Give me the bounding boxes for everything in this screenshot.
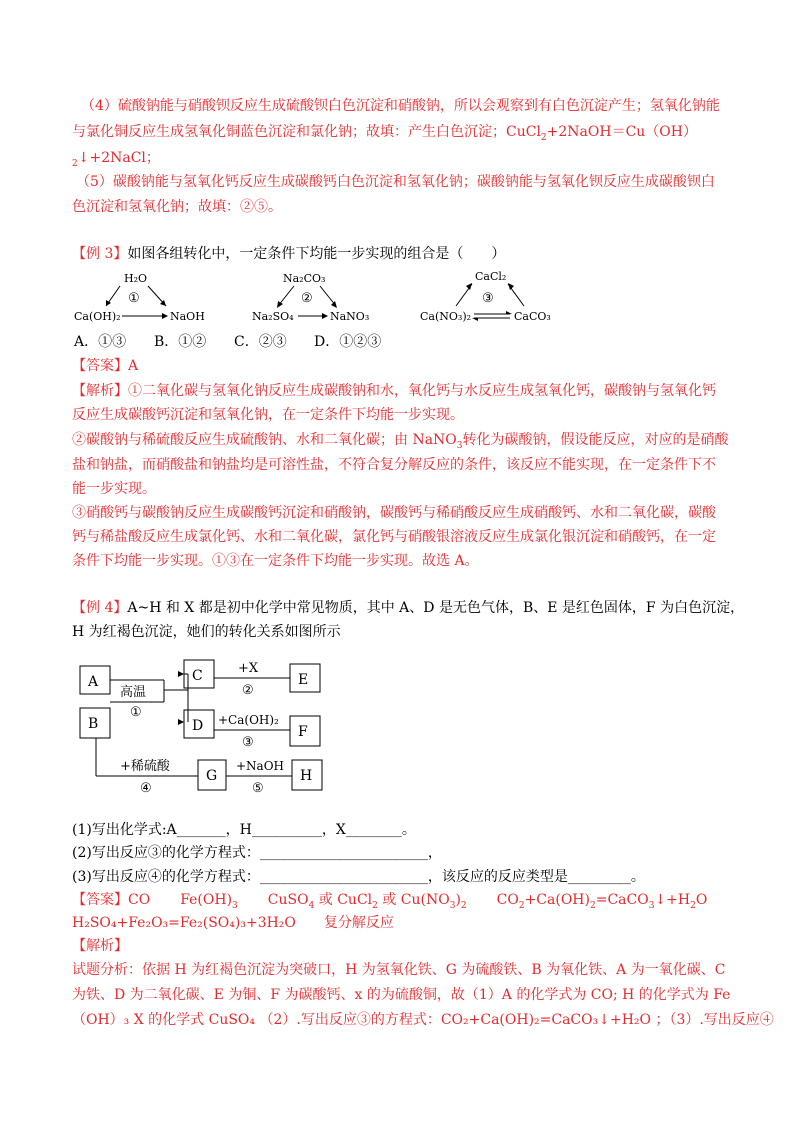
ex3-option-b: B．①② <box>154 334 207 350</box>
ex4-answer-tag: 【答案】 <box>72 892 128 908</box>
cond-4: +稀硫酸 <box>120 759 170 774</box>
ex3-option-c: C．②③ <box>234 334 287 350</box>
ex4-intro-l1-text: A~H 和 X 都是初中化学中常见物质，其中 A、D 是无色气体，B、E 是红色固体，F 为白色沉淀， <box>127 600 745 616</box>
d3-right: CaCO₃ <box>514 310 551 323</box>
d1-arrowhead-left <box>106 300 111 306</box>
ex4-analysis-l2: 为铁、D 为二氧化碳、E 为铜、F 为碳酸钙、x 的为硫酸铜，故（1）A 的化学式为 CO; H 的化学式为 Fe <box>72 987 731 1003</box>
ex4-ans-eq-o: O <box>695 892 708 908</box>
ex3-analysis-l3b: 转化为碳酸钠，假设能反应，对应的是硝酸 <box>462 432 729 448</box>
label-c: C <box>192 668 203 684</box>
ex4-ans-feoh: Fe(OH) <box>180 892 233 908</box>
ex4-ans-eq-caoh: +Ca(OH) <box>524 892 590 908</box>
ex3-analysis-l1-text: ①二氧化碳与氢氧化钠反应生成碳酸钠和水，氧化钙与水反应生成氢氧化钙，碳酸钠与氢氧化钙 <box>128 383 716 399</box>
arrowhead-d <box>178 719 184 725</box>
ex3-diagrams <box>70 266 570 328</box>
label-d: D <box>192 718 204 734</box>
d3-arrowhead-back <box>472 318 478 321</box>
ex4-ans-eq2: H₂SO₄+Fe₂O₃=Fe₂(SO₄)₃+3H₂O <box>72 915 296 931</box>
ex3-diagram-1 <box>74 272 205 323</box>
ex4-tag: 【例 4】 <box>72 600 128 616</box>
num-1: ① <box>130 705 142 720</box>
ex3-question-text: 如图各组转化中，一定条件下均能一步实现的组合是（ ） <box>127 246 506 262</box>
ex3-analysis-l4: 盐和钠盐，而硝酸盐和钠盐均是可溶性盐，不符合复分解反应的条件，该反应不能实现，在一定条件下不 <box>72 457 716 473</box>
d1-num: ① <box>128 291 140 306</box>
cond-1: 高温 <box>120 685 147 700</box>
ex3-answer-tag: 【答案】 <box>72 358 128 374</box>
ex3-tag: 【例 3】 <box>72 246 128 262</box>
ex4-ans-co: CO <box>128 892 151 908</box>
ex4-q2: (2)写出反应③的化学方程式：________________________， <box>72 845 442 861</box>
ex4-ans-eq-caco: =CaCO <box>595 892 649 908</box>
ex4-analysis-l1: 试题分析：依据 H 为红褐色沉淀为突破口，H 为氢氧化铁、G 为硫酸铁、B 为氧化铁、A 为一氧化碳、C <box>72 962 726 978</box>
ex3-analysis-l1 <box>72 381 716 401</box>
ex4-analysis-l3: （OH）₃ X 的化学式 CuSO₄ （2）.写出反应③的方程式：CO₂+Ca(OH)₂=CaCO₃↓+H₂O ；（3）.写出反应④ <box>72 1012 774 1028</box>
cond-5: +NaOH <box>236 759 285 773</box>
ex3-analysis-l8: 条件下均能一步实现。①③在一定条件下均能一步实现。故选 A。 <box>72 553 479 569</box>
d2-left: Na₂SO₄ <box>252 310 294 323</box>
num-3: ③ <box>242 735 254 750</box>
num-5: ⑤ <box>252 781 264 796</box>
ex3-question <box>72 244 505 264</box>
ex3-option-a: A．①③ <box>74 334 127 350</box>
ex4-ans-cuso4: CuSO <box>267 892 309 908</box>
p5-line2: 色沉淀和氢氧化钠；故填：②⑤。 <box>72 199 282 215</box>
ex4-ans-cuno3: 或 Cu(NO <box>382 892 450 908</box>
d2-right: NaNO₃ <box>330 310 370 323</box>
ex3-option-d: D．①②③ <box>314 334 382 350</box>
ex4-answer-l1: 【答案】CO $Fe(OH)_3$ CuSO$_4$ 或 CuCl$_2$ 或 $Cu(NO_3)_2$ $CO_2+Ca(OH)_2=CaCO_3↓+H_2O$ <box>72 892 708 911</box>
label-e: E <box>298 672 309 688</box>
p5-line1: （5）碳酸钠能与氢氧化钙反应生成碳酸钙白色沉淀和氢氧化钠；碳酸钠能与氢氧化钡反应生成碳酸钡白 <box>76 174 715 190</box>
d2-arrowhead-bottom <box>322 313 328 319</box>
d1-left: Ca(OH)₂ <box>74 310 121 323</box>
label-b: B <box>88 716 99 732</box>
ex3-diagram-2 <box>252 272 369 323</box>
d3-left: Ca(NO₃)₂ <box>420 310 472 323</box>
ex3-analysis-l6: ③硝酸钙与碳酸钠反应生成碳酸钙沉淀和硝酸钠，碳酸钙与稀硝酸反应生成硝酸钙、水和二氧化碳，碳酸 <box>72 505 716 521</box>
d2-top: Na₂CO₃ <box>283 272 326 285</box>
ex4-analysis-tag: 【解析】 <box>72 938 128 954</box>
label-g: G <box>206 768 218 784</box>
ex3-options <box>74 332 381 352</box>
d3-arrowhead-right <box>508 283 514 290</box>
d3-arrowhead-left <box>466 283 472 290</box>
ex3-diagram-3 <box>420 270 551 323</box>
d3-num: ③ <box>482 291 494 306</box>
p4-line1: （4）硫酸钠能与硝酸钡反应生成硫酸钡白色沉淀和硝酸钠，所以会观察到有白色沉淀产生；氢氧化钠能 <box>81 98 720 114</box>
d3-arrowhead-forward <box>506 311 512 314</box>
cond-2: +X <box>238 661 259 676</box>
ex4-answer-l2 <box>72 913 394 933</box>
ex4-intro-l1 <box>72 598 744 618</box>
label-f: F <box>298 724 308 740</box>
d1-right: NaOH <box>170 310 205 323</box>
ex3-analysis-l7: 钙与稀盐酸反应生成氯化钙、水和二氧化碳，氯化钙与硝酸银溶液反应生成氯化银沉淀和硝酸钙，在一定 <box>72 529 716 545</box>
ex3-analysis-l3a: ②碳酸钠与稀硫酸反应生成硫酸钠、水和二氧化碳；由 NaNO <box>72 432 457 448</box>
ex3-analysis-l2: 反应生成碳酸钙沉淀和氢氧化钠，在一定条件下均能一步实现。 <box>72 407 464 423</box>
cond-3: +Ca(OH)₂ <box>218 713 279 727</box>
ex4-ans-cucl2: 或 CuCl <box>318 892 373 908</box>
ex4-q1: (1)写出化学式:A_______，H__________，X________。 <box>72 822 416 838</box>
d2-arrowhead-left <box>277 301 283 308</box>
p4-line3: $_2$↓+2NaCl； <box>72 150 160 169</box>
num-4: ④ <box>140 781 152 796</box>
ex4-flow-diagram <box>78 650 358 810</box>
ex4-intro-l2: H 为红褐色沉淀，她们的转化关系如图所示 <box>72 624 341 640</box>
d1-arrowhead-bottom <box>162 313 168 319</box>
ex3-analysis-l5: 能一步实现。 <box>72 481 156 497</box>
d2-arrowhead-right <box>331 301 337 308</box>
num-2: ② <box>242 683 254 698</box>
p4-line2: 与氯化铜反应生成氢氧化铜蓝色沉淀和氯化钠；故填：产生白色沉淀；CuCl$_2$+2NaOH＝Cu（OH） <box>72 124 697 143</box>
p4-line2-text: 与氯化铜反应生成氢氧化铜蓝色沉淀和氯化钠；故填：产生白色沉淀；CuCl <box>72 124 541 140</box>
ex3-answer <box>72 356 138 376</box>
p4-line2-eq: +2NaOH＝Cu（OH） <box>546 124 697 140</box>
arrowhead-c <box>178 671 184 677</box>
ex4-ans-type: 复分解反应 <box>323 915 394 931</box>
ex4-ans-eq-co: CO <box>496 892 519 908</box>
ex3-answer-value: A <box>128 358 139 374</box>
d1-top: H₂O <box>124 272 148 285</box>
ex3-analysis-l3: ②碳酸钠与稀硫酸反应生成硫酸钠、水和二氧化碳；由 NaNO$_3$转化为碳酸钠，假设能反应，对应的是硝酸 <box>72 432 729 451</box>
label-h: H <box>300 768 313 784</box>
ex4-ans-eq-h: ↓+H <box>654 892 691 908</box>
ex4-q3: (3)写出反应④的化学方程式：________________________，该反应的反应类型是_________。 <box>72 869 645 885</box>
d3-top: CaCl₂ <box>475 270 507 283</box>
ex3-analysis-tag: 【解析】 <box>72 383 128 399</box>
label-a: A <box>88 674 99 690</box>
d2-num: ② <box>301 291 313 306</box>
p4-line3-text: ↓+2NaCl； <box>77 150 160 166</box>
